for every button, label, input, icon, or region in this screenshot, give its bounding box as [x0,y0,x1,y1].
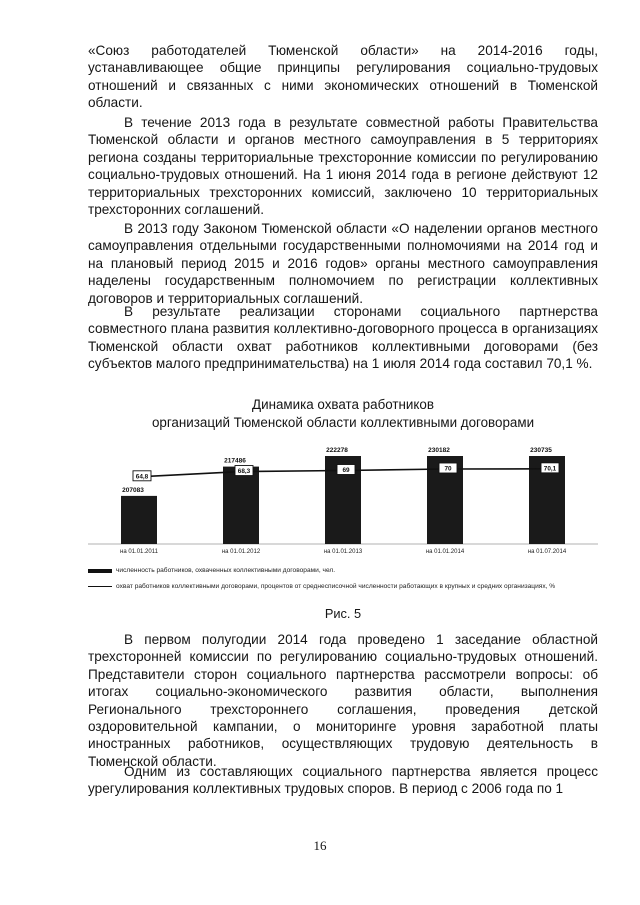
bar-2 [223,467,259,544]
line-value-label-4: 70 [444,465,452,473]
bar-value-label-4: 230182 [428,447,450,454]
category-label-5: на 01.07.2014 [527,549,567,555]
paragraph-4: В результате реализации сторонами социального партнерства совместного плана развития коллективно-договорного процесса в организациях Тюменской области охват работников коллективными договорами (без субъектов малого предпринимательства) на 1 июля 2014 года составил 70,1 %. [88,304,598,372]
line-point-2 [235,466,253,476]
line-point-4 [439,463,457,473]
bar-value-label-2: 217486 [224,457,246,465]
legend-bar-swatch [88,569,112,573]
line-point-1 [133,471,151,481]
coverage-chart [88,434,598,564]
chart-title: Динамика охвата работников [252,397,434,412]
legend-bar-series [88,566,598,576]
legend-bar-label: численность работников, охваченных коллективными договорами, чел. [116,567,336,574]
paragraph-5: В первом полугодии 2014 года проведено 1 заседание областной трехсторонней комиссии по регулированию социально-трудовых отношений. Представители сторон социального партнерства рассмотрели вопросы: об итогах социально-экономического развития области, выполнения Регионального трехстороннего соглашения, проведения детской оздоровительной кампании, о мониторинге уровня заработной платы иностранных работников, осуществляющих трудовую деятельность в Тюменской области. [88,632,598,769]
line-point-5 [541,463,559,473]
category-label-3: на 01.01.2013 [323,549,363,555]
page-number: 16 [313,838,327,853]
line-point-3 [337,465,355,475]
category-label-4: на 01.01.2014 [425,549,465,555]
line-value-label-3: 69 [342,467,350,475]
bar-value-label-1: 207083 [122,486,144,494]
bar-value-label-5: 230735 [530,447,552,454]
paragraph-6: Одним из составляющих социального партнерства является процесс урегулирования коллективных трудовых споров. В период с 2006 года по 1 [88,764,598,797]
chart-subtitle: организаций Тюменской области коллективными договорами [151,415,535,430]
bar-value-label-3: 222278 [326,447,348,454]
paragraph-2: В течение 2013 года в результате совместной работы Правительства Тюменской области и органов местного самоуправления в 5 территориях региона созданы территориальные трехсторонние комиссии по регулированию социально-трудовых отношений. На 1 июня 2014 года в регионе действуют 12 территориальных трехсторонних комиссий, заключено 10 территориальных трехсторонних соглашений. [88,115,598,218]
paragraph-3: В 2013 году Законом Тюменской области «О наделении органов местного самоуправления отдельными государственными полномочиями на 2014 год и на плановый период 2015 и 2016 годов» органы местного самоуправления наделены государственным полномочием по регистрации коллективных договоров и территориальных соглашений. [88,221,598,306]
legend-line-swatch [88,586,112,587]
category-label-1: на 01.01.2011 [120,549,158,555]
line-value-label-5: 70,1 [543,465,557,473]
line-value-label-2: 68,3 [237,468,251,476]
line-value-label-1: 64,8 [135,473,149,481]
figure-caption: Рис. 5 [324,606,362,621]
legend-line-label: охват работников коллективными договорами, процентов от среднесписочной численности работающих в крупных и средних организациях, % [116,583,556,590]
bar-1 [121,496,157,544]
category-label-2: на 01.01.2012 [221,549,261,555]
legend-line-series [88,582,598,602]
paragraph-1: «Союз работодателей Тюменской области» на 2014-2016 годы, устанавливающее общие принципы регулирования социально-трудовых отношений и связанных с ними экономических отношений в Тюменской области. [88,43,598,111]
